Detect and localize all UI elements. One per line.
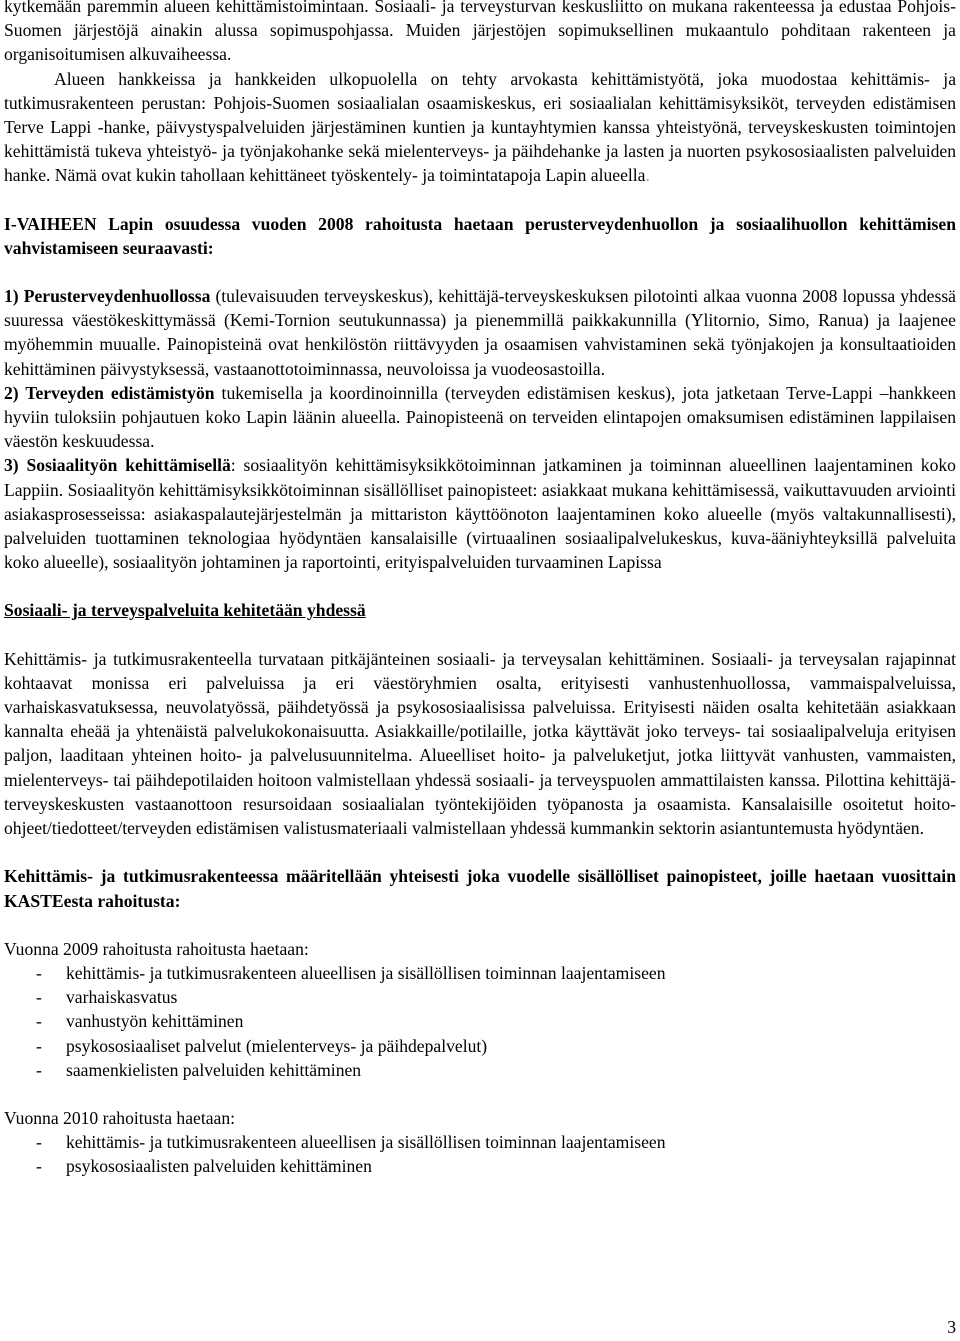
kaste-heading: Kehittämis- ja tutkimusrakenteessa määritellään yhteisesti joka vuodelle sisällölliset painopisteet, joille haetaan vuosittain KASTEesta rahoitusta:: [4, 866, 956, 911]
section-heading: Sosiaali- ja terveyspalveluita kehitetään yhdessä: [4, 600, 366, 621]
list-item: - kehittämis- ja tutkimusrakenteen alueellisen ja sisällöllisen toiminnan laajentamiseen: [4, 1130, 956, 1154]
list-item: - psykososiaaliset palvelut (mielenterveys- ja päihdepalvelut): [4, 1034, 956, 1058]
list-item: - varhaiskasvatus: [4, 985, 956, 1009]
spacer: [4, 574, 956, 598]
paragraph-yhdessa: Kehittämis- ja tutkimusrakenteella turvataan pitkäjänteinen sosiaali- ja terveysalan kehittäminen. Sosiaali- ja terveysalan rajapinnat kohtaavat monissa eri palveluissa ja eri väestöryhmien osalta, erityisesti vanhustenhuollossa, vammaispalveluissa, varhaiskasvatuksessa, neuvolatyössä, päihdetyössä ja psykososiaalisissa palveluissa. Erityisesti näiden osalta kehitetään asiakkaan kannalta eheää ja yhtenäistä palvelukokonaisuutta. Asiakkaille/potilaille, jotka käyttävät joko terveys- tai sosiaalipalveluja erityisen paljon, laaditaan yhteinen hoito- ja palvelusuunnitelma. Alueelliset hoito- ja palveluketjut, jotka liittyvät vanhusten, vammaisten, mielenterveys- tai päihdepotilaiden hoitoon valmistellaan yhdessä sosiaali- ja terveyspuolen ammattilaisten kanssa. Pilottina kehittäjä-terveyskeskusten vastaanottoon resursoidaan sosiaalialan työntekijöiden työpanosta ja osaamista. Kansalaisille osoitetut hoito-ohjeet/tiedotteet/terveyden edistämisen valistusmateriaali valmistellaan yhdessä kummankin sektorin asiantuntemusta hyödyntäen.: [4, 648, 956, 839]
paragraph-hankkeet-period: .: [645, 165, 650, 186]
list-item: - psykososiaalisten palveluiden kehittäminen: [4, 1154, 956, 1178]
year-2009-title: Vuonna 2009 rahoitusta rahoitusta haetaan:: [4, 938, 309, 959]
list-item-terveyden-edistaminen: [4, 381, 956, 454]
list-item: - kehittämis- ja tutkimusrakenteen alueellisen ja sisällöllisen toiminnan laajentamiseen: [4, 961, 956, 985]
spacer: [4, 188, 956, 212]
paragraph-hankkeet-text: Alueen hankkeissa ja hankkeiden ulkopuolella on tehty arvokasta kehittämistyötä, joka muodostaa kehittämis- ja tutkimusrakenteen perustan: Pohjois-Suomen sosiaalialan osaamiskeskus, eri sosiaalialan kehittämisyksiköt, terveyden edistämisen Terve Lappi -hanke, päivystyspalveluiden järjestäminen kuntien ja kuntayhtymien kanssa yhteistyönä, terveyskeskusten toimintojen kehittämistä tukeva yhteistyö- ja työnjakohanke sekä mielenterveys- ja päihdehanke ja lasten ja nuorten psykososiaalisten palveluiden hanke. Nämä ovat kukin tahollaan kehittäneet työskentely- ja toimintatapoja Lapin alueella: [4, 68, 956, 186]
list-item: - vanhustyön kehittäminen: [4, 1009, 956, 1033]
spacer: [4, 1082, 956, 1106]
year-2010-title: Vuonna 2010 rahoitusta haetaan:: [4, 1107, 236, 1128]
spacer: [4, 260, 956, 284]
year-2009-list: [4, 961, 956, 1082]
list-item: - saamenkielisten palveluiden kehittäminen: [4, 1058, 956, 1082]
spacer: [4, 840, 956, 864]
page-number: 3: [947, 1316, 956, 1337]
paragraph-intro: kytkemään paremmin alueen kehittämistoimintaan. Sosiaali- ja terveysturvan keskusliitto on mukana rakenteessa ja edustaa Pohjois-Suomen järjestöjä ainakin alussa sopimuspohjassa. Muiden järjestöjen sopimuksellinen mukaantulo pohditaan rakenteen ja organisoitumisen alkuvaiheessa.: [4, 0, 956, 65]
document-page: [4, 0, 956, 1179]
item3-lead: 3) Sosiaalityön kehittämisellä: [4, 455, 231, 476]
item2-lead: 2) Terveyden edistämistyön: [4, 382, 215, 403]
item1-text: (tulevaisuuden terveyskeskus), kehittäjä-terveyskeskuksen pilotointi alkaa vuonna 2008 lopussa yhdessä suuressa väestökeskittymässä (Kemi-Tornion seutukunnassa) ja pienemmillä paikkakunnilla (Ylitornio, Simo, Ranua) ja laajenee myöhemmin muualle. Painopisteinä ovat henkilöstön riittävyyden ja osaamisen vahvistaminen sekä työnjakojen ja konsultaatioiden kehittäminen päivystyksessä, vastaanottotoiminnassa, neuvoloissa ja vuodeosastoilla.: [4, 286, 956, 379]
list-item-perusterveydenhuolto: [4, 284, 956, 381]
item3-text: : sosiaalityön kehittämisyksikkötoiminnan jatkaminen ja toiminnan alueellinen laajentaminen koko Lappiin. Sosiaalityön kehittämisyksikkötoiminnan sisällölliset painopisteet: asiakkaat mukana kehittämisessä, vaikuttavuuden arviointi asiakasprosesseissa: asiakaspalautejärjestelmän ja mittariston käyttöönoton laajentaminen koko alueelle (myös valtakunnallisesti), palveluiden tuottaminen teknologiaa hyödyntäen kansalaisille (virtuaalinen sosiaalipalvelukeskus, kuva-ääniyhteyksillä palveluita koko alueelle), sosiaalityön johtaminen ja raportointi, erityispalveluiden turvaaminen Lapissa: [4, 455, 956, 573]
spacer: [4, 913, 956, 937]
spacer: [4, 623, 956, 647]
item2-text: tukemisella ja koordinoinnilla (terveyden edistämisen keskus), jota jatketaan Terve-Lappi –hankkeen hyviin tuloksiin pohjautuen koko Lapin läänin alueella. Painopisteenä on terveiden elintapojen omaksumisen edistäminen lappilaisen väestön keskuudessa.: [4, 382, 956, 452]
vaihe-heading: I-VAIHEEN Lapin osuudessa vuoden 2008 rahoitusta haetaan perusterveydenhuollon ja sosiaalihuollon kehittämisen vahvistamiseen seuraavasti:: [4, 213, 956, 258]
paragraph-hankkeet: [4, 67, 956, 188]
year-2010-list: [4, 1130, 956, 1178]
item1-lead: 1) Perusterveydenhuollossa: [4, 286, 211, 307]
list-item-sosiaalityo: [4, 453, 956, 574]
